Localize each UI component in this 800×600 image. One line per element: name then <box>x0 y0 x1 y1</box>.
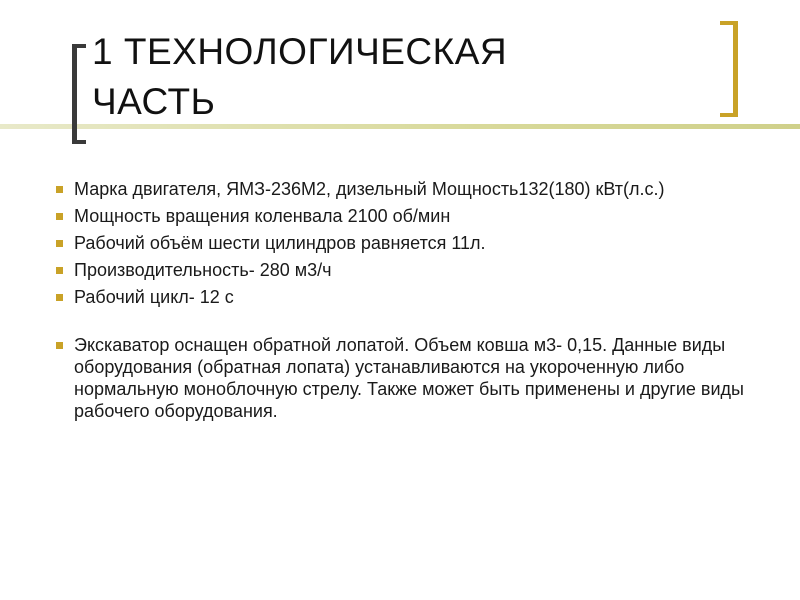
slide-title-line-1: 1 ТЕХНОЛОГИЧЕСКАЯ <box>92 31 508 72</box>
slide-title-line-2: ЧАСТЬ <box>92 81 216 122</box>
list-item <box>48 286 748 308</box>
list-item-text: Рабочий объём шести цилиндров равняется 11л. <box>74 233 486 253</box>
square-bullet-icon <box>56 240 63 247</box>
bullet-list <box>48 178 748 427</box>
square-bullet-icon <box>56 267 63 274</box>
list-item-text: Мощность вращения коленвала 2100 об/мин <box>74 206 451 226</box>
list-item-text: Производительность- 280 м3/ч <box>74 260 332 280</box>
square-bullet-icon <box>56 186 63 193</box>
list-item <box>48 205 748 227</box>
list-item-text: Экскаватор оснащен обратной лопатой. Объем ковша м3- 0,15. Данные виды оборудования (обратная лопата) устанавливаются на укороченную либо нормальную моноблочную стрелу. Также может быть применены и другие виды рабочего оборудования. <box>74 335 744 421</box>
square-bullet-icon <box>56 342 63 349</box>
list-item-text: Марка двигателя, ЯМЗ-236М2, дизельный Мощность132(180) кВт(л.с.) <box>74 179 665 199</box>
square-bullet-icon <box>56 213 63 220</box>
list-item-text: Рабочий цикл- 12 с <box>74 287 234 307</box>
list-item <box>48 232 748 254</box>
list-item <box>48 259 748 281</box>
square-bullet-icon <box>56 294 63 301</box>
left-bracket-decoration <box>72 44 86 144</box>
list-item <box>48 334 748 422</box>
list-item <box>48 178 748 200</box>
slide-title <box>92 27 692 127</box>
right-bracket-decoration <box>720 21 738 117</box>
